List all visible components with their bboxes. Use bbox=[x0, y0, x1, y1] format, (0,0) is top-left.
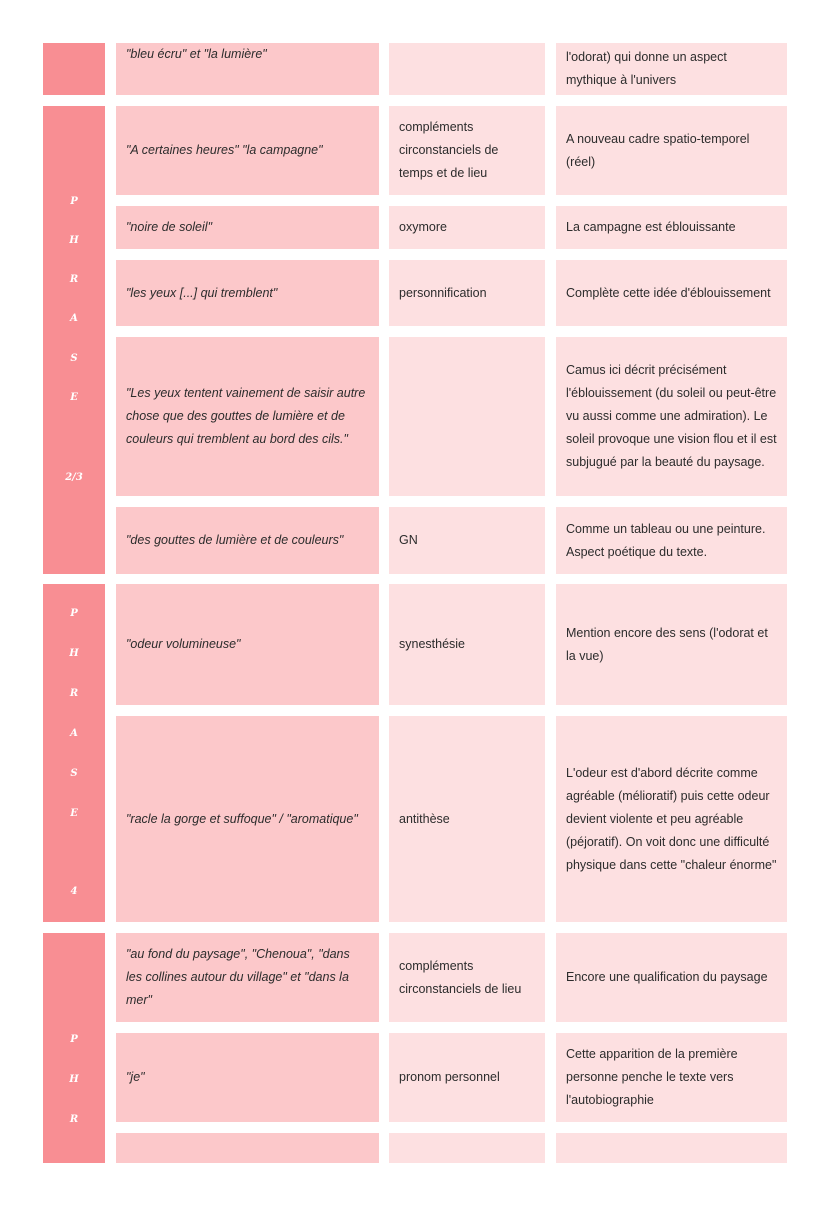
side-block-phrase-4 bbox=[43, 584, 105, 922]
side-block-phrase-5 bbox=[43, 933, 105, 1163]
example-cell: "des gouttes de lumière et de couleurs" bbox=[116, 507, 379, 574]
procede-cell bbox=[389, 337, 545, 496]
example-cell: "au fond du paysage", "Chenoua", "dans les collines autour du village" et "dans la mer" bbox=[116, 933, 379, 1022]
side-letter: P bbox=[70, 1034, 78, 1045]
procede-cell: GN bbox=[389, 507, 545, 574]
example-cell: "je" bbox=[116, 1033, 379, 1122]
interpretation-cell: Encore une qualification du paysage bbox=[556, 933, 787, 1022]
example-cell: "Les yeux tentent vainement de saisir autre chose que des gouttes de lumière et de couleurs qui tremblent au bord des cils." bbox=[116, 337, 379, 496]
interpretation-cell: La campagne est éblouissante bbox=[556, 206, 787, 249]
example-cell: "noire de soleil" bbox=[116, 206, 379, 249]
procede-cell: synesthésie bbox=[389, 584, 545, 705]
side-letter: A bbox=[70, 728, 78, 739]
side-letter: S bbox=[70, 353, 78, 364]
example-cell: "bleu écru" et "la lumière" bbox=[116, 43, 379, 95]
example-cell bbox=[116, 1133, 379, 1163]
example-cell: "les yeux [...] qui tremblent" bbox=[116, 260, 379, 326]
side-letter: P bbox=[70, 196, 78, 207]
side-letter: R bbox=[69, 1114, 79, 1125]
interpretation-cell: Complète cette idée d'éblouissement bbox=[556, 260, 787, 326]
side-letter: A bbox=[70, 313, 78, 324]
side-letter: H bbox=[69, 235, 79, 246]
interpretation-cell: Comme un tableau ou une peinture. Aspect poétique du texte. bbox=[556, 507, 787, 574]
procede-cell: compléments circonstanciels de lieu bbox=[389, 933, 545, 1022]
example-cell: "racle la gorge et suffoque" / "aromatique" bbox=[116, 716, 379, 922]
side-letter: H bbox=[69, 1074, 79, 1085]
procede-cell bbox=[389, 43, 545, 95]
interpretation-cell: Mention encore des sens (l'odorat et la vue) bbox=[556, 584, 787, 705]
side-block-phrase-2-3 bbox=[43, 106, 105, 574]
side-number: 4 bbox=[70, 886, 78, 897]
example-cell: "A certaines heures" "la campagne" bbox=[116, 106, 379, 195]
side-letter: P bbox=[70, 608, 78, 619]
side-block-top bbox=[43, 43, 105, 95]
procede-cell: oxymore bbox=[389, 206, 545, 249]
interpretation-cell: Cette apparition de la première personne penche le texte vers l'autobiographie bbox=[556, 1033, 787, 1122]
side-letter: E bbox=[70, 392, 78, 403]
procede-cell: personnification bbox=[389, 260, 545, 326]
side-number: 2/3 bbox=[65, 472, 83, 483]
procede-cell bbox=[389, 1133, 545, 1163]
example-cell: "odeur volumineuse" bbox=[116, 584, 379, 705]
side-letter: S bbox=[70, 768, 78, 779]
interpretation-cell: L'odeur est d'abord décrite comme agréable (mélioratif) puis cette odeur devient violente et peu agréable (péjoratif). On voit donc une difficulté physique dans cette "chaleur énorme" bbox=[556, 716, 787, 922]
interpretation-cell: A nouveau cadre spatio-temporel (réel) bbox=[556, 106, 787, 195]
side-letter: H bbox=[69, 648, 79, 659]
procede-cell: pronom personnel bbox=[389, 1033, 545, 1122]
interpretation-cell: Camus ici décrit précisément l'éblouissement (du soleil ou peut-être vu aussi comme une admiration). Le soleil provoque une vision flou et il est subjugué par la beauté du paysage. bbox=[556, 337, 787, 496]
side-letter: E bbox=[70, 808, 78, 819]
interpretation-cell: l'odorat) qui donne un aspect mythique à l'univers bbox=[556, 43, 787, 95]
side-letter: R bbox=[69, 688, 79, 699]
procede-cell: antithèse bbox=[389, 716, 545, 922]
side-letter: R bbox=[69, 274, 79, 285]
procede-cell: compléments circonstanciels de temps et de lieu bbox=[389, 106, 545, 195]
interpretation-cell bbox=[556, 1133, 787, 1163]
